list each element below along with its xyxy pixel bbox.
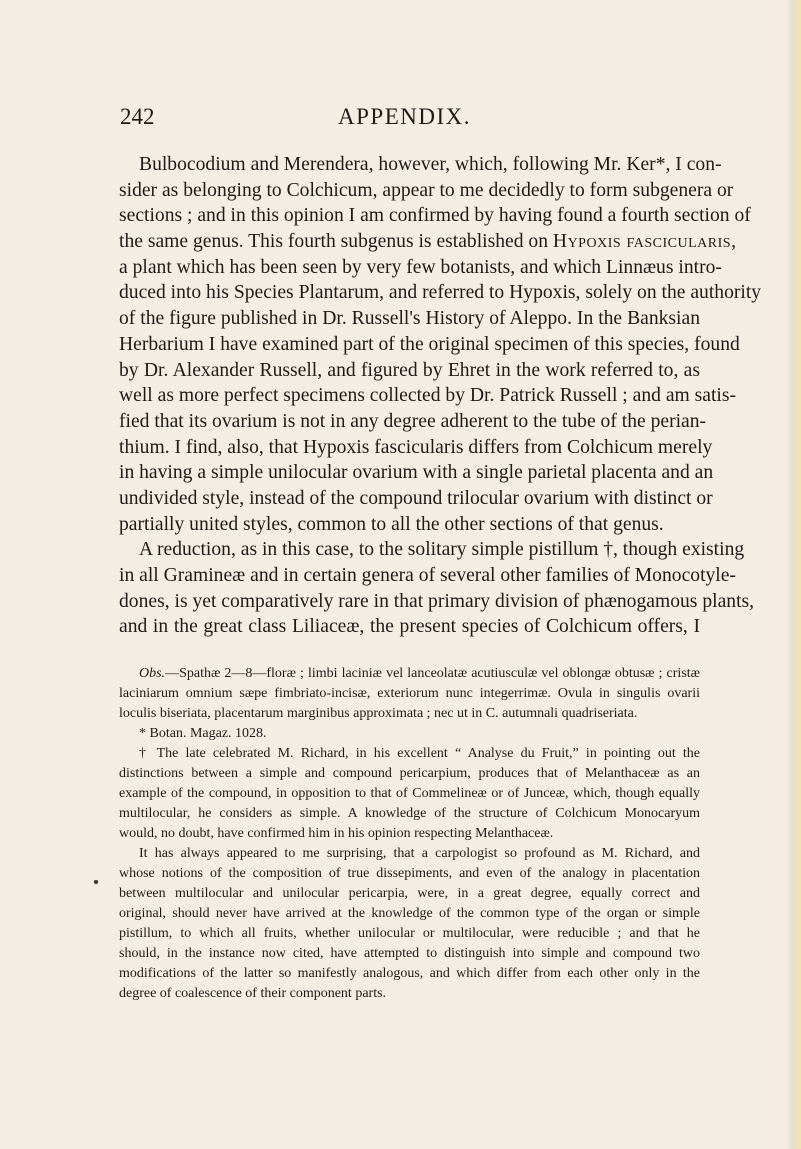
- text-line: a plant which has been seen by very few botanists, and which Linnæus intro-: [119, 256, 722, 278]
- margin-speck: [94, 880, 98, 884]
- footnote-line: between multilocular and unilocular pericarpia, were, in a great degree, equally correct and: [119, 886, 700, 901]
- footnote-line: original, should never have arrived at the knowledge of the common type of the organ or simple: [119, 906, 700, 921]
- text-line: A reduction, as in this case, to the solitary simple pistillum †, though existing: [139, 539, 745, 561]
- footnote-line: modifications of the latter so manifestly analogous, and which differ from each other only in the: [119, 966, 700, 981]
- text-line: [119, 229, 737, 255]
- page-edge-shadow: [787, 0, 801, 1149]
- footnote-line: degree of coalescence of their component parts.: [119, 986, 387, 1001]
- obs-line: [119, 664, 700, 684]
- text-line: thium. I find, also, that Hypoxis fascicularis differs from Colchicum merely: [119, 436, 713, 458]
- text-line: dones, is yet comparatively rare in that primary division of phænogamous plants,: [119, 590, 755, 612]
- text-line: and in the great class Liliaceæ, the present species of Colchicum offers, I: [119, 616, 700, 638]
- text-line: Bulbocodium and Merendera, however, which, following Mr. Ker*, I con-: [139, 154, 722, 175]
- text-line: of the figure published in Dr. Russell's History of Aleppo. In the Banksian: [119, 308, 700, 330]
- notes-section: [119, 664, 700, 1004]
- text-segment: the same genus. This fourth subgenus is established on: [119, 231, 549, 253]
- obs-line: laciniarum omnium sæpe fimbriato-incisæ, exteriorum nunc integerrimæ. Ovula in singulis ovarii: [119, 686, 700, 701]
- text-line: sections ; and in this opinion I am confirmed by having found a fourth section of: [119, 205, 751, 227]
- footnote-line: should, in the instance now cited, have attempted to distinguish into simple and compound two: [119, 946, 700, 961]
- text-line: in having a simple unilocular ovarium with a single parietal placenta and an: [119, 462, 714, 484]
- page-header: [120, 104, 700, 134]
- text-line: undivided style, instead of the compound trilocular ovarium with distinct or: [119, 487, 713, 509]
- footnote-star: * Botan. Magaz. 1028.: [139, 726, 267, 741]
- footnote-line: multilocular, he considers as simple. A knowledge of the structure of Colchicum Monocaryum: [119, 806, 700, 821]
- text-line: by Dr. Alexander Russell, and figured by Ehret in the work referred to, as: [119, 359, 700, 381]
- footnote-line: example of the compound, in opposition to that of Commelineæ or of Junceæ, which, though equally: [119, 786, 700, 801]
- footnote-line: † The late celebrated M. Richard, in his excellent “ Analyse du Fruit,” in pointing out the: [139, 746, 700, 761]
- text-segment: —Spathæ 2—8—floræ ; limbi laciniæ vel lanceolatæ acutiusculæ vel oblongæ obtusæ ; cristæ: [165, 666, 700, 681]
- text-line: Herbarium I have examined part of the original specimen of this species, found: [119, 333, 740, 355]
- running-head: APPENDIX.: [338, 104, 471, 129]
- text-line: duced into his Species Plantarum, and referred to Hypoxis, solely on the authority: [119, 282, 762, 304]
- text-line: sider as belonging to Colchicum, appear to me decidedly to form subgenera or: [119, 179, 734, 201]
- text-line: in all Gramineæ and in certain genera of several other families of Monocotyle-: [119, 565, 736, 586]
- obs-label: Obs.: [139, 666, 166, 681]
- obs-line: loculis biseriata, placentarum marginibus approximata ; nec ut in C. autumnali quadriseriata.: [119, 706, 638, 721]
- footnote-line: pistillum, to which all fruits, whether unilocular or multilocular, were reducible ; and that he: [119, 926, 700, 941]
- text-line: fied that its ovarium is not in any degree adherent to the tube of the perian-: [119, 410, 707, 432]
- species-name: Hypoxis fascicularis,: [552, 231, 737, 253]
- footnote-line: would, no doubt, have confirmed him in his opinion respecting Melanthaceæ.: [119, 826, 554, 841]
- footnote-line: distinctions between a simple and compound pericarpium, produces that of Melanthaceæ as an: [119, 766, 700, 781]
- page-number: 242: [120, 104, 155, 129]
- footnote-line: It has always appeared to me surprising, that a carpologist so profound as M. Richard, and: [139, 846, 700, 861]
- text-line: well as more perfect specimens collected by Dr. Patrick Russell ; and am satis-: [119, 385, 737, 407]
- text-line: partially united styles, common to all the other sections of that genus.: [119, 513, 664, 535]
- footnote-line: whose notions of the composition of true dissepiments, and even of the analogy in placentation: [119, 866, 700, 881]
- main-text: [119, 152, 762, 640]
